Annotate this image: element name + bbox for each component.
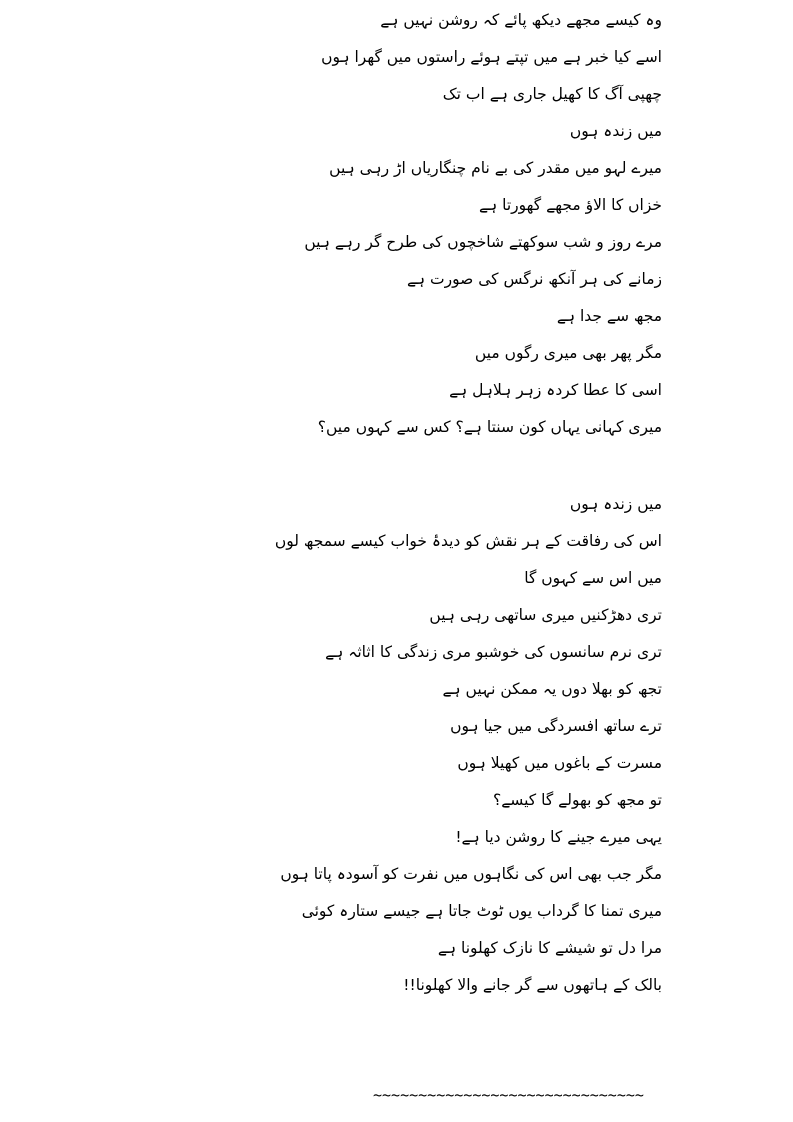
stanza-break	[142, 446, 662, 486]
poem-line: اس کی رفاقت کے ہر نقش کو دیدۂ خواب کیسے سمجھ لوں	[274, 532, 662, 550]
poem-line: مرا دل تو شیشے کا نازک کھلونا ہے	[437, 939, 662, 957]
poem-line: میرے لہو میں مقدر کی بے نام چنگاریاں اڑ رہی ہیں	[329, 159, 662, 177]
poem-line: بالک کے ہاتھوں سے گر جانے والا کھلونا!!	[403, 976, 662, 994]
poem-line: یہی میرے جینے کا روشن دیا ہے!	[455, 828, 662, 846]
separator-line: ~~~~~~~~~~~~~~~~~~~~~~~~~~~~~~	[373, 1086, 644, 1104]
poem-line: مگر پھر بھی میری رگوں میں	[474, 344, 662, 362]
poem-line: تجھ کو بھلا دوں یہ ممکن نہیں ہے	[442, 680, 662, 698]
poem-line: میں زندہ ہوں	[569, 122, 662, 140]
poem-line: تری دھڑکنیں میری ساتھی رہی ہیں	[429, 606, 662, 624]
poem-line: مجھ سے جدا ہے	[556, 307, 662, 325]
poem-line: چھپی آگ کا کھیل جاری ہے اب تک	[442, 85, 662, 103]
poem-line: اسی کا عطا کردہ زہر ہلاہل ہے	[449, 381, 662, 399]
poem-line: ترے ساتھ افسردگی میں جیا ہوں	[450, 717, 662, 735]
poem-line: وہ کیسے مجھے دیکھ پائے کہ روشن نہیں ہے	[380, 11, 662, 29]
poem-line: اسے کیا خبر ہے میں تپتے ہوئے راستوں میں گھرا ہوں	[321, 48, 662, 66]
poem-line: زمانے کی ہر آنکھ نرگس کی صورت ہے	[406, 270, 662, 288]
poem-line: میری تمنا کا گرداب یوں ٹوٹ جاتا ہے جیسے ستارہ کوئی	[301, 902, 662, 920]
poem-line: تری نرم سانسوں کی خوشبو مری زندگی کا اثاثہ ہے	[325, 643, 662, 661]
poem-line: مرے روز و شب سوکھتے شاخچوں کی طرح گر رہے ہیں	[304, 233, 662, 251]
poem-line: تو مجھ کو بھولے گا کیسے؟	[492, 791, 662, 809]
poem-line: مگر جب بھی اس کی نگاہوں میں نفرت کو آسودہ پاتا ہوں	[280, 865, 662, 883]
poem-line: مسرت کے باغوں میں کھیلا ہوں	[457, 754, 662, 772]
poem-line: میں اس سے کہوں گا	[524, 569, 662, 587]
poem-line: میں زندہ ہوں	[569, 495, 662, 513]
poem-line: میری کہانی یہاں کون سنتا ہے؟ کس سے کہوں میں؟	[317, 418, 662, 436]
poem-line: خزاں کا الاؤ مجھے گھورتا ہے	[479, 196, 662, 214]
poem	[142, 2, 662, 1004]
